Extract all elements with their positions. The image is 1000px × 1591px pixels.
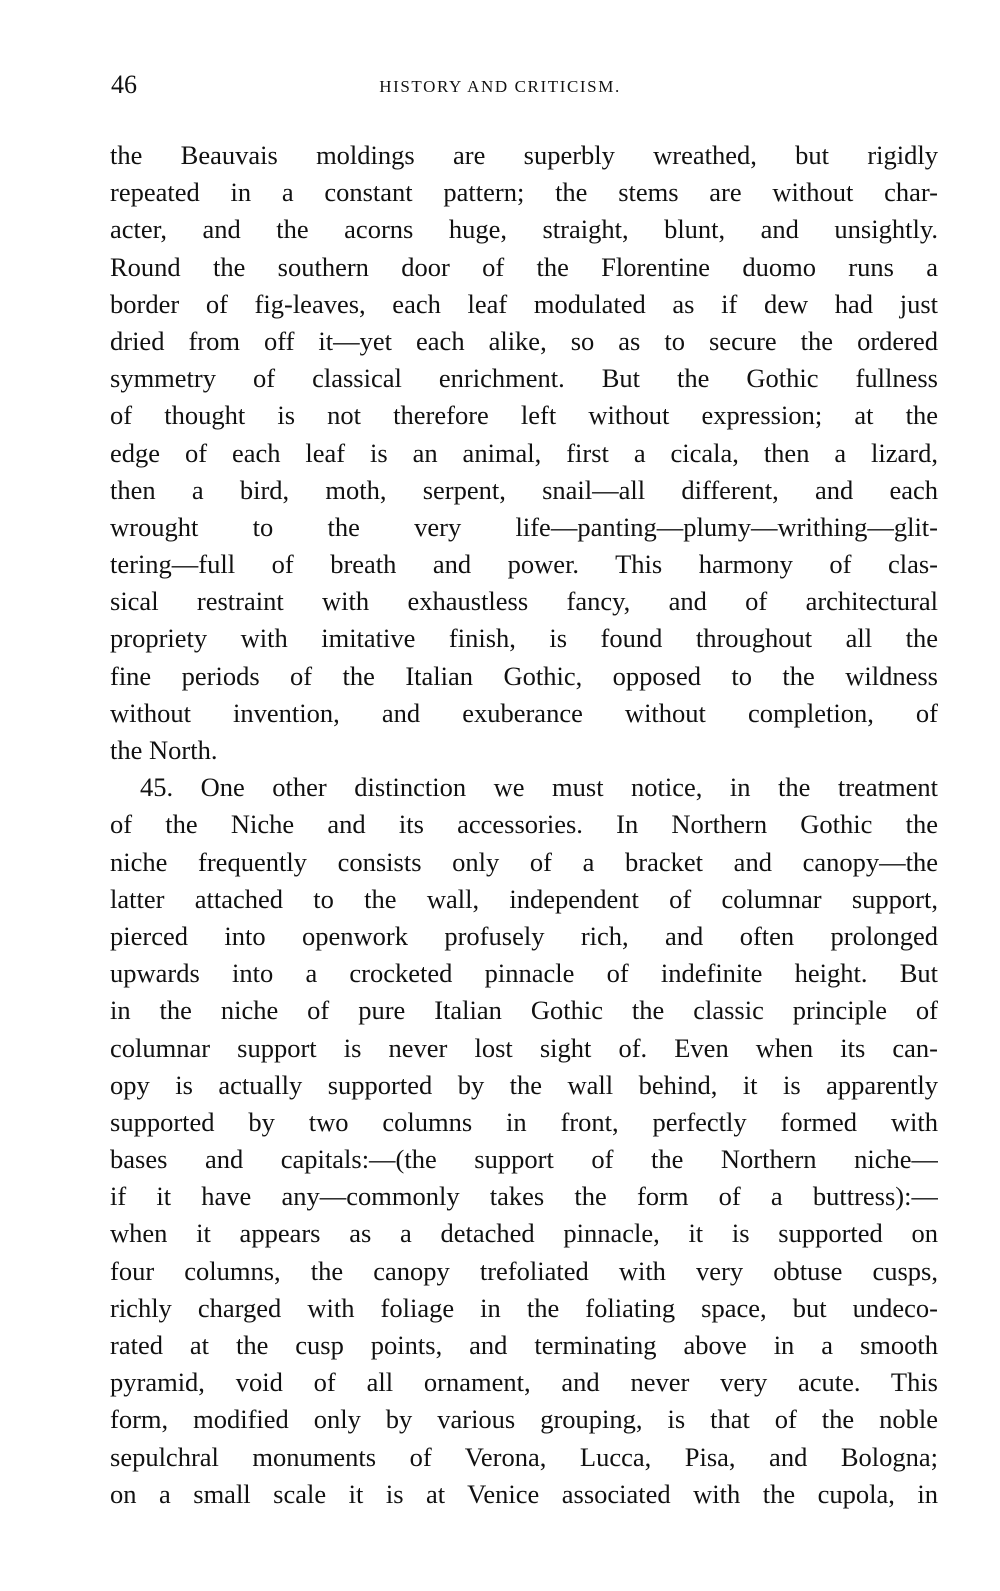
text-line: then a bird, moth, serpent, snail—all different, and each xyxy=(110,474,938,505)
text-line: form, modified only by various grouping, is that of the noble xyxy=(110,1404,938,1435)
text-line: fine periods of the Italian Gothic, opposed to the wildness xyxy=(110,660,938,691)
text-line: propriety with imitative finish, is found throughout all the xyxy=(110,623,938,654)
text-line: upwards into a crocketed pinnacle of indefinite height. But xyxy=(110,958,938,989)
text-line: rated at the cusp points, and terminating above in a smooth xyxy=(110,1330,938,1360)
text-line: sical restraint with exhaustless fancy, and of architectural xyxy=(110,586,938,617)
text-line: wrought to the very life—panting—plumy—writhing—glit- xyxy=(110,511,938,542)
text-line: latter attached to the wall, independent of columnar support, xyxy=(110,883,938,914)
body-text xyxy=(110,137,938,1513)
text-line: dried from off it—yet each alike, so as to secure the ordered xyxy=(110,325,938,356)
text-line: without invention, and exuberance without completion, of xyxy=(110,697,938,728)
text-line: in the niche of pure Italian Gothic the classic principle of xyxy=(110,995,938,1026)
text-line: tering—full of breath and power. This harmony of clas- xyxy=(110,549,938,580)
text-line: pyramid, void of all ornament, and never very acute. This xyxy=(110,1367,938,1398)
text-line: niche frequently consists only of a bracket and canopy—the xyxy=(110,846,938,877)
running-head: HISTORY AND CRITICISM. xyxy=(379,77,621,96)
text-line: edge of each leaf is an animal, first a cicala, then a lizard, xyxy=(110,437,938,468)
text-line: if it have any—commonly takes the form of a buttress):— xyxy=(110,1181,938,1212)
text-line: border of fig-leaves, each leaf modulated as if dew had just xyxy=(110,288,938,319)
text-line: opy is actually supported by the wall behind, it is apparently xyxy=(110,1069,938,1100)
text-line: pierced into openwork profusely rich, and often prolonged xyxy=(110,920,938,951)
text-line: of thought is not therefore left without expression; at the xyxy=(110,400,938,431)
text-line: sepulchral monuments of Verona, Lucca, Pisa, and Bologna; xyxy=(110,1441,938,1472)
text-line: on a small scale it is at Venice associated with the cupola, in xyxy=(110,1478,938,1509)
text-line: acter, and the acorns huge, straight, blunt, and unsightly. xyxy=(110,214,938,245)
text-line: of the Niche and its accessories. In Northern Gothic the xyxy=(110,809,938,840)
text-line: richly charged with foliage in the foliating space, but undeco- xyxy=(110,1292,938,1323)
section-45-start-line: 45. One other distinction we must notice, in the treatment xyxy=(140,772,938,803)
text-line: columnar support is never lost sight of. Even when its can- xyxy=(110,1032,938,1063)
paragraph-end-line: the North. xyxy=(110,735,218,765)
text-line: supported by two columns in front, perfectly formed with xyxy=(110,1106,938,1137)
text-line: the Beauvais moldings are superbly wreathed, but rigidly xyxy=(110,140,938,170)
text-line: Round the southern door of the Florentine duomo runs a xyxy=(110,251,938,282)
text-line: when it appears as a detached pinnacle, it is supported on xyxy=(110,1218,938,1249)
text-line: repeated in a constant pattern; the stems are without char- xyxy=(110,177,938,208)
page-number: 46 xyxy=(111,70,137,99)
text-line: four columns, the canopy trefoliated with very obtuse cusps, xyxy=(110,1255,938,1286)
text-line: symmetry of classical enrichment. But the Gothic fullness xyxy=(110,363,938,394)
text-line: bases and capitals:—(the support of the Northern niche— xyxy=(110,1144,938,1175)
